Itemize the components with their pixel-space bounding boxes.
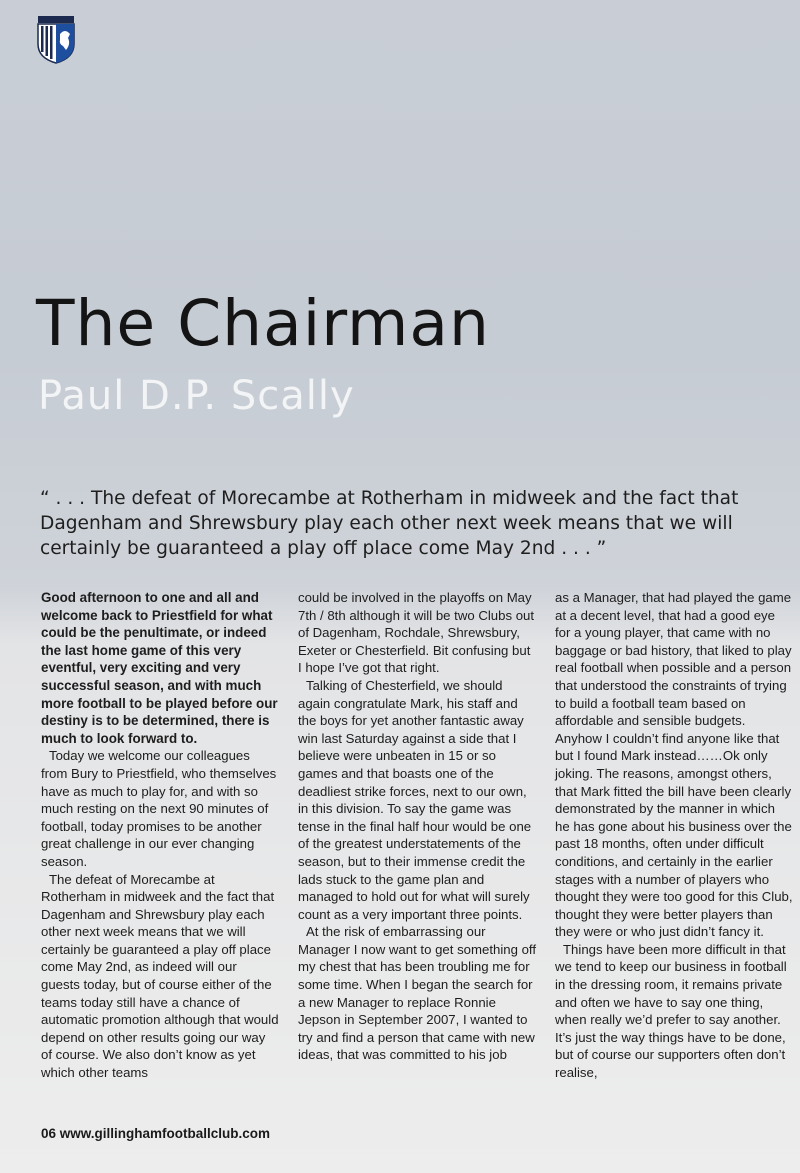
- body-paragraph: The defeat of Morecambe at Rotherham in midweek and the fact that Dagenham and Shrewsbury play each other next week means that we will certainly be guaranteed a play off place come May 2nd, as indeed will our guests today, but of course either of the teams today still have a chance of automatic promotion although that would depend on other results going our way of course. We also don’t know as yet which other teams: [41, 871, 279, 1081]
- body-paragraph: Talking of Chesterfield, we should again congratulate Mark, his staff and the boys for yet another fantastic away win last Saturday against a side that I believe were unbeaten in 15 or so games and that boasts one of the deadliest strike forces, next to our own, in this division. To say the game was tense in the final half hour would be one of the greatest understatements of the season, but to their immense credit the lads stuck to the game plan and managed to hold out for what will surely count as a very important three points.: [298, 677, 532, 922]
- body-paragraph: At the risk of embarrassing our Manager I now want to get something off my chest that has been troubling me for some time. When I began the search for a new Manager to replace Ronnie Jepson in September 2007, I wanted to try and find a person that came with new ideas, that was committed to his job: [298, 924, 537, 1063]
- column-3: [555, 589, 793, 1089]
- body-paragraph: Things have been more difficult in that we tend to keep our business in football in the dressing room, it remains private and often we have to say one thing, when really we’d prefer to say another. It’s just the way things have to be done, but of course our supporters often don’t realise,: [555, 941, 787, 1081]
- column-1: [41, 589, 279, 1089]
- gillingham-club-crest-icon: [36, 16, 76, 64]
- body-paragraph: as a Manager, that had played the game at a decent level, that had a good eye for a young player, that came with no baggage or bad history, that liked to play real football when possible and a person that understood the constraints of trying to build a football team based on affordable and sensible budgets. Anyhow I couldn’t find anyone like that but I found Mark instead……Ok only joking. The reasons, amongst others, that Mark fitted the bill have been clearly demonstrated by the manner in which he has gone about his business over the past 18 months, often under difficult conditions, and certainly in the earlier stages with a number of players who thought they were too good for this Club, thought they were better players than they were or who just didn’t fancy it.: [555, 590, 793, 940]
- article-subtitle: Paul D.P. Scally: [38, 373, 355, 419]
- article-title: The Chairman: [36, 287, 490, 360]
- page-number: 06: [41, 1126, 57, 1141]
- article-body: [41, 589, 793, 1089]
- body-paragraph: could be involved in the playoffs on May 7th / 8th although it will be two Clubs out of Dagenham, Rochdale, Shrewsbury, Exeter or Chesterfield. Bit confusing but I hope I’ve got that right.: [298, 590, 535, 676]
- page-footer: [41, 1126, 270, 1141]
- lead-paragraph: Good afternoon to one and all and welcome back to Priestfield for what could be the penultimate, or indeed the last home game of this very eventful, very exciting and very successful season, and with much more football to be played before our destiny is to be determined, there is much to look forward to.: [41, 590, 278, 746]
- column-2: [298, 589, 536, 1089]
- pull-quote: “ . . . The defeat of Morecambe at Rotherham in midweek and the fact that Dagenham and Shrewsbury play each other next week means that we will certainly be guaranteed a play off place come May 2nd . . . ”: [40, 488, 739, 559]
- body-paragraph: Today we welcome our colleagues from Bury to Priestfield, who themselves have as much to play for, and with so much resting on the next 90 minutes of football, today promises to be another great challenge in our ever changing season.: [41, 748, 277, 869]
- website-link[interactable]: www.gillinghamfootballclub.com: [59, 1126, 271, 1141]
